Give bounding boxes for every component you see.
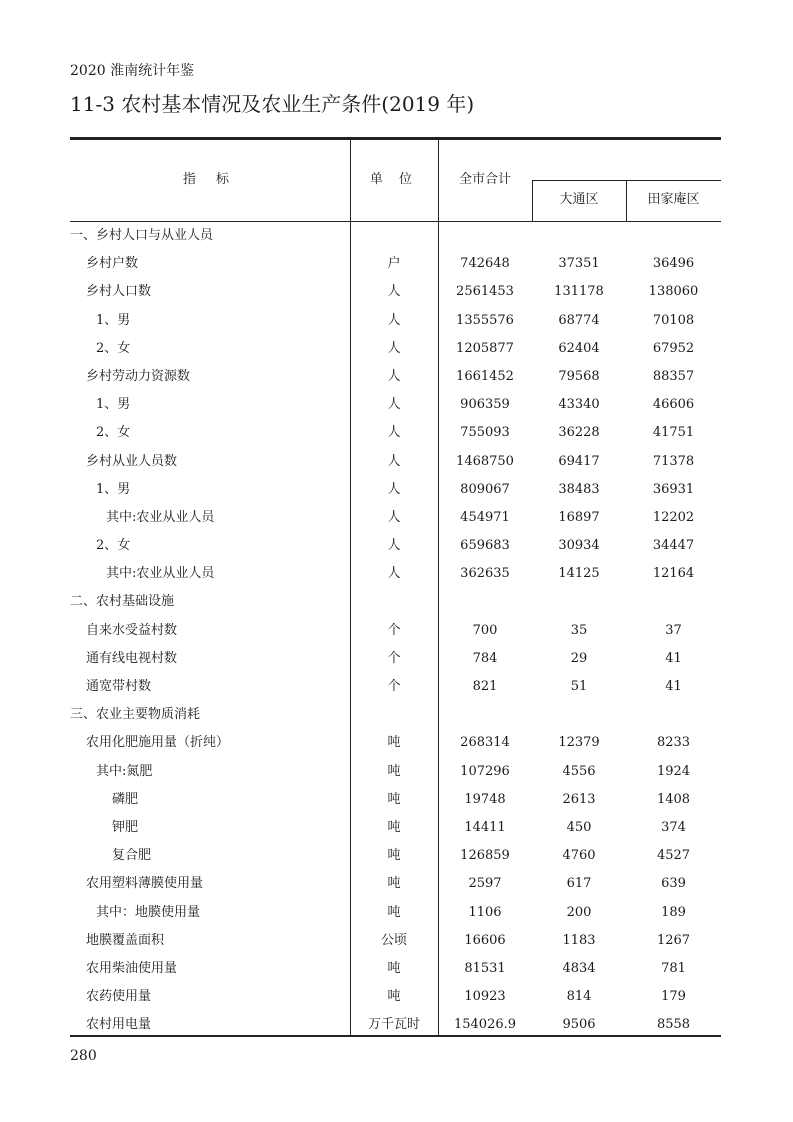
row-unit: 人	[387, 509, 401, 525]
table-row	[70, 673, 721, 701]
row-total-value: 906359	[460, 397, 510, 413]
row-unit: 个	[387, 622, 401, 638]
row-indicator-name: 其中:氮肥	[96, 763, 153, 779]
row-total-value: 454971	[460, 509, 510, 525]
table-row	[70, 278, 721, 306]
row-datong-value: 51	[570, 679, 588, 694]
row-datong-value: 35	[570, 622, 588, 638]
row-indicator-name: 自来水受益村数	[86, 622, 178, 638]
row-indicator-name: 复合肥	[112, 848, 152, 864]
table-row	[70, 701, 721, 729]
table-row	[70, 532, 721, 560]
row-tianjiaan-value: 374	[661, 819, 686, 835]
row-indicator-name: 通有线电视村数	[86, 650, 178, 666]
table-row	[70, 588, 721, 616]
row-tianjiaan-value: 41	[665, 679, 682, 694]
row-unit: 公顷	[380, 932, 407, 948]
row-total-value: 107296	[460, 763, 510, 779]
row-tianjiaan-value: 12164	[652, 566, 695, 582]
row-tianjiaan-value: 1924	[656, 763, 691, 779]
row-tianjiaan-value: 138060	[648, 284, 699, 300]
table-row	[70, 250, 721, 278]
row-indicator-name: 二、农村基础设施	[70, 594, 175, 610]
row-datong-value: 62404	[558, 340, 600, 356]
row-indicator-name: 三、农业主要物质消耗	[70, 707, 201, 723]
row-indicator-name: 磷肥	[112, 791, 139, 807]
table-row	[70, 899, 721, 927]
row-datong-value: 37351	[558, 256, 600, 272]
row-datong-value: 16897	[558, 509, 600, 525]
row-datong-value: 4556	[562, 763, 596, 779]
row-total-value: 14411	[464, 819, 506, 835]
row-indicator-name: 1、男	[96, 312, 131, 328]
row-unit: 人	[387, 397, 401, 413]
row-tianjiaan-value: 70108	[652, 312, 695, 328]
row-indicator-name: 农村用电量	[86, 1017, 152, 1033]
table-row	[70, 814, 721, 842]
row-indicator-name: 一、乡村人口与从业人员	[70, 228, 214, 243]
row-tianjiaan-value: 67952	[652, 340, 695, 356]
table-row	[70, 222, 721, 250]
row-total-value: 10923	[464, 989, 506, 1005]
row-tianjiaan-value: 179	[661, 989, 686, 1005]
row-unit: 吨	[387, 904, 401, 920]
row-indicator-name: 钾肥	[112, 819, 139, 835]
table-row	[70, 729, 721, 757]
row-tianjiaan-value: 36496	[652, 256, 695, 272]
row-indicator-name: 2、女	[96, 340, 131, 356]
row-tianjiaan-value: 41751	[652, 425, 695, 441]
table-row	[70, 504, 721, 532]
row-indicator-name: 地膜覆盖面积	[86, 932, 165, 948]
row-total-value: 821	[472, 679, 498, 694]
table-row	[70, 363, 721, 391]
row-tianjiaan-value: 4527	[656, 848, 691, 864]
table-row	[70, 758, 721, 786]
row-indicator-name: 乡村人口数	[86, 284, 152, 300]
row-indicator-name: 其中:农业从业人员	[106, 509, 215, 525]
row-unit: 人	[387, 481, 401, 497]
row-unit: 人	[387, 538, 401, 554]
row-unit: 吨	[387, 848, 401, 864]
row-total-value: 1355576	[456, 312, 514, 328]
row-unit: 人	[387, 368, 401, 384]
row-datong-value: 29	[570, 650, 588, 666]
row-unit: 户	[387, 256, 401, 272]
row-unit: 个	[387, 679, 401, 694]
row-indicator-name: 农用塑料薄膜使用量	[86, 876, 204, 892]
row-datong-value: 4834	[562, 960, 596, 976]
row-tianjiaan-value: 36931	[652, 481, 695, 497]
table-row	[70, 391, 721, 419]
row-total-value: 1106	[468, 904, 502, 920]
row-tianjiaan-value: 639	[661, 876, 686, 892]
row-tianjiaan-value: 781	[661, 960, 686, 976]
row-total-value: 19748	[464, 791, 506, 807]
row-datong-value: 38483	[558, 481, 600, 497]
row-unit: 人	[387, 284, 401, 300]
row-datong-value: 2613	[562, 791, 596, 807]
row-total-value: 784	[472, 650, 498, 666]
row-tianjiaan-value: 1267	[656, 932, 691, 948]
row-datong-value: 1183	[562, 932, 596, 948]
row-indicator-name: 乡村从业人员数	[86, 453, 178, 469]
row-total-value: 268314	[460, 735, 510, 751]
row-datong-value: 14125	[558, 566, 600, 582]
header-datong-district: 大通区	[559, 192, 599, 207]
row-unit: 人	[387, 566, 401, 582]
row-total-value: 2597	[468, 876, 502, 892]
table-row	[70, 335, 721, 363]
header-indicator: 指 标	[182, 172, 238, 187]
row-tianjiaan-value: 46606	[652, 397, 695, 413]
row-unit: 人	[387, 425, 401, 441]
row-datong-value: 200	[566, 904, 592, 920]
row-unit: 人	[387, 340, 401, 356]
header-unit: 单 位	[369, 172, 419, 187]
header-total: 全市合计	[458, 172, 511, 187]
row-unit: 人	[387, 312, 401, 328]
row-total-value: 755093	[460, 425, 510, 441]
table-row	[70, 870, 721, 898]
row-indicator-name: 其中:农业从业人员	[106, 566, 215, 582]
header-tianjiaan-district: 田家庵区	[647, 192, 700, 207]
row-unit: 吨	[387, 735, 401, 751]
row-unit: 人	[387, 453, 401, 469]
row-total-value: 126859	[460, 848, 510, 864]
row-tianjiaan-value: 8233	[656, 735, 691, 751]
row-tianjiaan-value: 88357	[652, 368, 695, 384]
book-title: 2020 淮南统计年鉴	[70, 63, 195, 79]
table-row	[70, 645, 721, 673]
row-datong-value: 12379	[558, 735, 600, 751]
row-total-value: 1468750	[456, 453, 514, 469]
row-datong-value: 30934	[558, 538, 600, 554]
row-unit: 吨	[387, 819, 401, 835]
row-tianjiaan-value: 34447	[652, 538, 695, 554]
row-unit: 万千瓦时	[367, 1017, 420, 1033]
row-total-value: 362635	[460, 566, 510, 582]
table-row	[70, 560, 721, 588]
row-tianjiaan-value: 37	[665, 622, 682, 638]
row-unit: 吨	[387, 791, 401, 807]
row-tianjiaan-value: 41	[665, 650, 682, 666]
row-total-value: 154026.9	[453, 1017, 517, 1033]
row-unit: 吨	[387, 960, 401, 976]
row-datong-value: 68774	[558, 312, 600, 328]
row-unit: 吨	[387, 763, 401, 779]
row-datong-value: 4760	[562, 848, 596, 864]
page-number: 280	[70, 1048, 97, 1064]
row-datong-value: 131178	[554, 284, 604, 300]
table-row	[70, 476, 721, 504]
row-total-value: 659683	[460, 538, 510, 554]
row-datong-value: 9506	[562, 1017, 596, 1033]
row-tianjiaan-value: 71378	[652, 453, 695, 469]
row-tianjiaan-value: 1408	[656, 791, 691, 807]
row-datong-value: 79568	[558, 368, 600, 384]
row-datong-value: 69417	[558, 453, 600, 469]
row-total-value: 16606	[464, 932, 506, 948]
row-unit: 吨	[387, 989, 401, 1005]
row-indicator-name: 乡村户数	[86, 256, 139, 272]
row-tianjiaan-value: 8558	[656, 1017, 691, 1033]
row-total-value: 2561453	[456, 284, 514, 300]
row-tianjiaan-value: 12202	[652, 509, 695, 525]
table-body	[70, 222, 721, 1039]
row-total-value: 1205877	[456, 340, 514, 356]
table-row	[70, 448, 721, 476]
row-total-value: 742648	[460, 256, 510, 272]
table-top-rule	[70, 137, 721, 140]
table-row	[70, 419, 721, 447]
row-datong-value: 814	[566, 989, 592, 1005]
row-total-value: 700	[472, 622, 498, 638]
row-indicator-name: 农用化肥施用量（折纯）	[86, 735, 230, 751]
row-datong-value: 450	[566, 819, 592, 835]
row-unit: 吨	[387, 876, 401, 892]
table-row	[70, 617, 721, 645]
table-row	[70, 1011, 721, 1039]
row-indicator-name: 1、男	[96, 481, 131, 497]
row-total-value: 81531	[464, 960, 506, 976]
row-total-value: 1661452	[456, 368, 514, 384]
row-datong-value: 617	[566, 876, 592, 892]
row-tianjiaan-value: 189	[661, 904, 686, 920]
table-title: 11-3 农村基本情况及农业生产条件(2019 年)	[70, 92, 475, 116]
row-indicator-name: 2、女	[96, 425, 131, 441]
table-row	[70, 786, 721, 814]
row-indicator-name: 通宽带村数	[86, 679, 152, 694]
table-row	[70, 307, 721, 335]
row-indicator-name: 农用柴油使用量	[86, 960, 178, 976]
row-datong-value: 43340	[558, 397, 600, 413]
table-row	[70, 983, 721, 1011]
table-row	[70, 955, 721, 983]
row-total-value: 809067	[460, 481, 510, 497]
table-row	[70, 842, 721, 870]
row-datong-value: 36228	[558, 425, 600, 441]
row-indicator-name: 2、女	[96, 538, 131, 554]
row-indicator-name: 乡村劳动力资源数	[86, 368, 191, 384]
row-indicator-name: 1、男	[96, 397, 131, 413]
row-unit: 个	[387, 650, 401, 666]
row-indicator-name: 农药使用量	[86, 989, 152, 1005]
table-row	[70, 927, 721, 955]
row-indicator-name: 其中：地膜使用量	[96, 904, 201, 920]
